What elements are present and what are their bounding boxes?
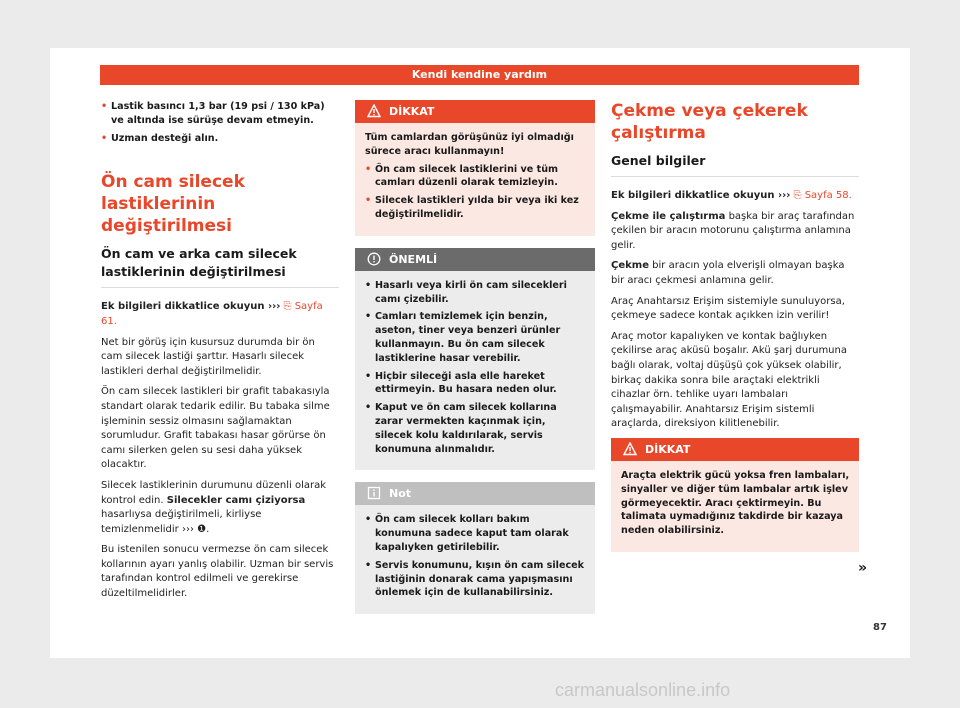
important-body (355, 271, 595, 471)
reference-text: Ek bilgileri dikkatlice okuyun ››› (101, 301, 281, 313)
paragraph: Araç Anahtarsız Erişim sistemiyle sunuluyorsa, çekmeye sadece kontak açıkken izin verilir! (611, 295, 845, 322)
list-item: • Hiçbir sileceği asla elle hareket ettirmeyin. Bu hasara neden olur. (365, 370, 586, 398)
list-item: • Kaput ve ön cam silecek kollarına zarar vermekten kaçınmak için, silecek kolu kaldırılarak, servis konumuna alınmalıdır. (365, 401, 586, 456)
subsection-title: Genel bilgiler (611, 152, 859, 177)
paragraph-text: bir aracın yola elverişli olmayan başka bir aracı çekmesi anlamına gelir. (611, 260, 845, 286)
warning-title: DİKKAT (645, 442, 691, 456)
list-item: • Lastik basıncı 1,3 bar (19 psi / 130 kPa) ve altında ise sürüşe devam etmeyin. (101, 100, 339, 128)
info-square-icon (367, 486, 381, 500)
reference-text: Ek bilgileri dikkatlice okuyun ››› (611, 190, 791, 201)
section-title: Ön cam silecek lastiklerinin değiştirilmesi (101, 172, 245, 237)
note-box (355, 482, 595, 614)
note-title: Not (389, 487, 412, 501)
page-number: 87 (873, 622, 887, 633)
paragraph-bold: Çekme (611, 260, 649, 272)
paragraph-bold: Silecekler camı çiziyorsa (166, 494, 306, 506)
list-item: • Uzman desteği alın. (101, 132, 339, 146)
warning-body (611, 461, 859, 552)
note-header (355, 482, 595, 505)
paragraph-text: başka bir araç tarafından çekilen bir aracın motorunu çalıştırma anlamına gelir. (611, 210, 855, 251)
paragraph-text: Silecek lastiklerinin durumunu düzenli olarak kontrol edin. (101, 479, 327, 506)
page-link[interactable]: Sayfa 58. (804, 190, 852, 201)
paragraph: Ön cam silecek lastikleri bir grafit tabakasıyla standart olarak tedarik edilir. Bu tabaka silme işleminin sessiz olmasını sağlamaktan sorumludur. Grafit tabakası hasar görürse ön camı silerken gelen su sesi daha yüksek olacaktır. (101, 386, 330, 471)
paragraph (611, 210, 859, 254)
info-circle-icon (367, 252, 381, 266)
list-item: • Servis konumunu, kışın ön cam silecek lastiğinin donarak cama yapışmasını önlemek için de kullanabilirsiniz. (365, 559, 586, 600)
reference-line (101, 300, 339, 329)
list-item: • Hasarlı veya kirli ön cam silecekleri camı çizebilir. (365, 279, 586, 307)
section-header: Kendi kendine yardım (100, 65, 859, 85)
list-item: • Ön cam silecek kolları bakım konumuna sadece kaput tam olarak kapalıyken getirilebilir. (365, 513, 586, 554)
warning-header (355, 100, 595, 123)
column-3 (611, 100, 859, 564)
paragraph (611, 259, 859, 288)
column-2 (355, 100, 595, 626)
page-link[interactable]: Sayfa 61. (101, 301, 323, 327)
paragraph-text: hasarlıysa değiştirilmeli, kirliyse temizlenmelidir ››› ❶. (101, 509, 262, 535)
warning-triangle-icon (623, 442, 637, 456)
subsection-title: Ön cam ve arka cam silecek lastiklerinin değiştirilmesi (101, 245, 339, 288)
column-1 (101, 100, 339, 608)
list-item: • Camları temizlemek için benzin, aseton, tiner veya benzeri ürünler kullanmayın. Bu ön cam silecek lastiklerine hasar verebilir. (365, 310, 586, 365)
book-icon: ⎘ (793, 190, 802, 201)
warning-text: Tüm camlardan görüşünüz iyi olmadığı sürece aracı kullanmayın! (365, 132, 574, 157)
paragraph: Net bir görüş için kusursuz durumda bir ön cam silecek lastiği şarttır. Hasarlı silecek lastikleri derhal değiştirilmelidir. (101, 336, 315, 377)
section-title: Çekme veya çekerek çalıştırma (611, 101, 808, 143)
important-title: ÖNEMLİ (389, 252, 438, 266)
warning-body (355, 123, 595, 236)
important-box (355, 248, 595, 471)
note-body (355, 505, 595, 614)
paragraph (101, 479, 339, 537)
list-item: • Ön cam silecek lastiklerini ve tüm camları düzenli olarak temizleyin. (365, 163, 586, 191)
watermark: carmanualsonline.info (555, 680, 731, 700)
paragraph-bold: Çekme ile çalıştırma (611, 210, 726, 222)
warning-triangle-icon (367, 104, 381, 118)
warning-box (611, 438, 859, 552)
paragraph: Araç motor kapalıyken ve kontak bağlıyken çekilirse araç aküsü boşalır. Akü şarj durumuna bağlı olarak, voltaj düşüşü çok yüksek olabilir, birkaç dakika sonra bile araçtaki elektrikli cihazlar örn. tehlike uyarı lambaları çalışmayabilir. Anahtarsız Erişim sistemli araçlarda, direksiyon kilitlenebilir. (611, 330, 847, 430)
warning-header (611, 438, 859, 461)
continue-arrow-icon: » (858, 560, 868, 576)
paragraph: Bu istenilen sonucu vermezse ön cam silecek kollarının ayarı yanlış olabilir. Uzman bir servis tarafından kontrol edilmeli ve gerekirse düzeltilmelidirler. (101, 544, 334, 600)
reference-line (611, 189, 859, 204)
important-header (355, 248, 595, 271)
book-icon: ⎘ (283, 301, 292, 313)
warning-box (355, 100, 595, 236)
warning-text: Araçta elektrik gücü yoksa fren lambaları, sinyaller ve diğer tüm lambalar artık işlev görmeyecektir. Aracı çektirmeyin. Bu talimata uymadığınız takdirde bir kazaya neden olabilirsiniz. (621, 469, 850, 537)
warning-title: DİKKAT (389, 105, 435, 118)
list-item: • Silecek lastikleri yılda bir veya iki kez değiştirilmelidir. (365, 194, 586, 222)
